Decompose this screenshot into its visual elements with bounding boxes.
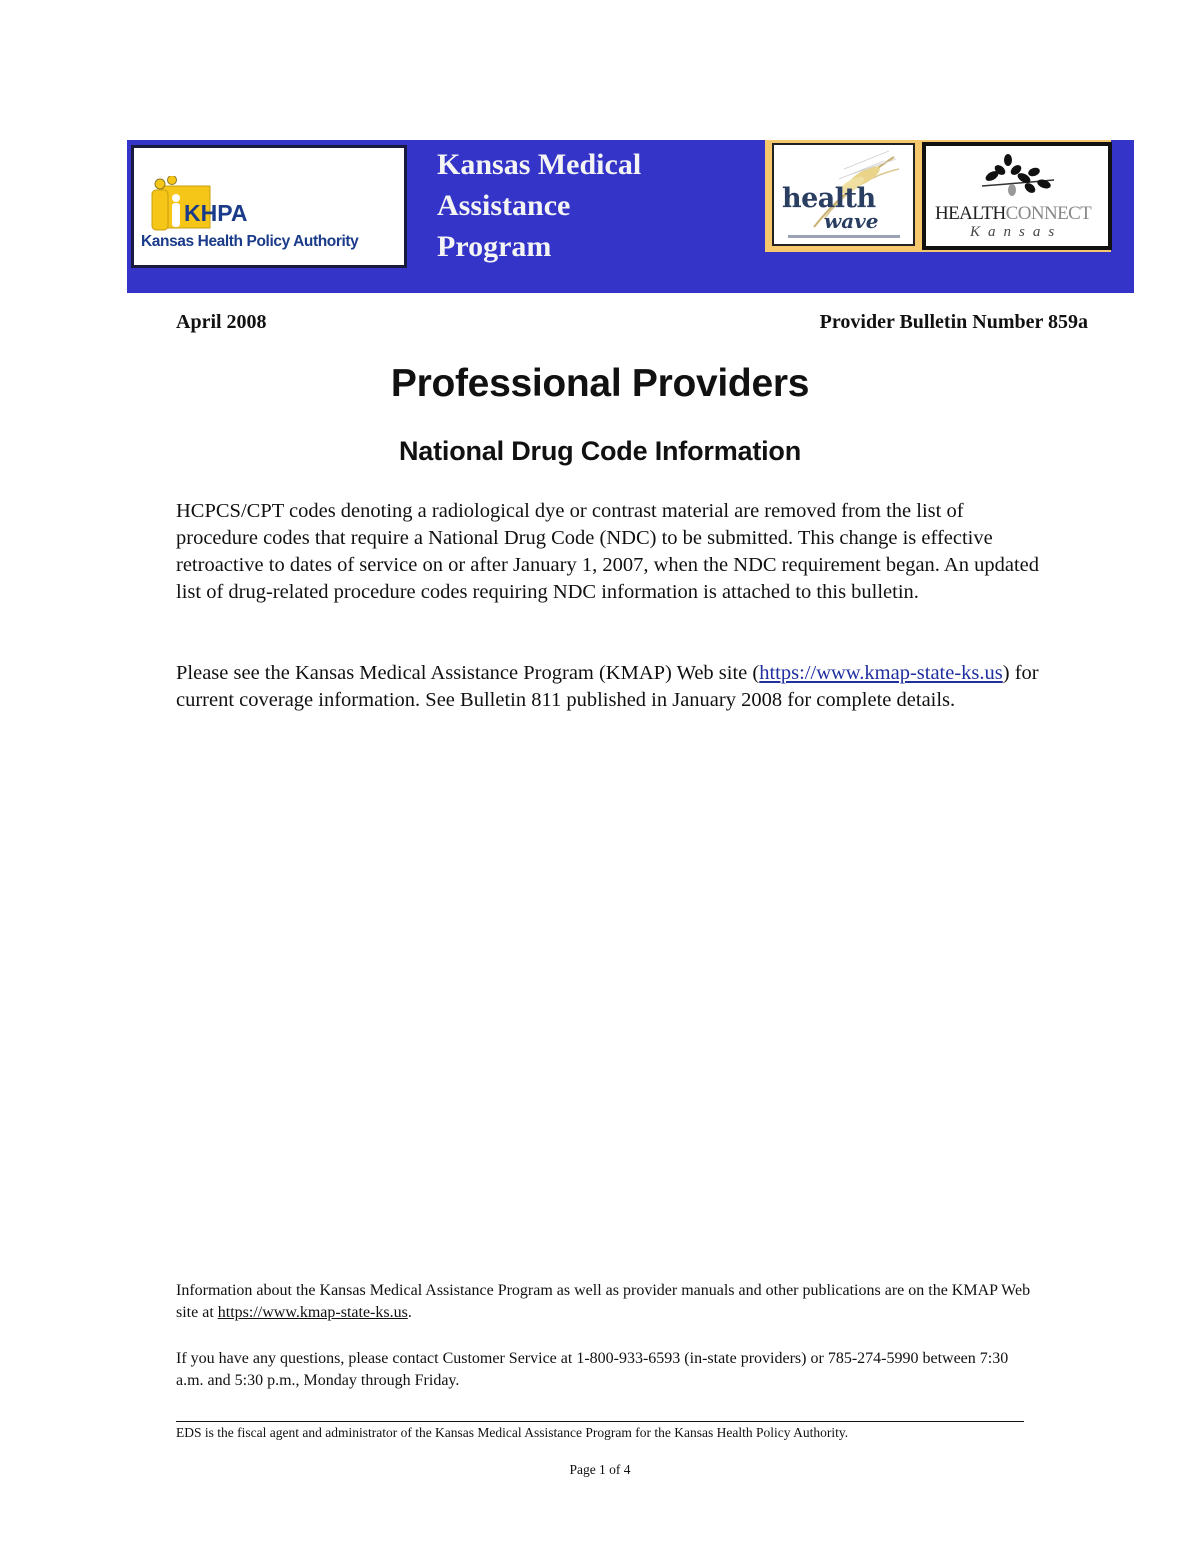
footer-info-paragraph [176, 1280, 1036, 1324]
kmap-website-link[interactable]: https://www.kmap-state-ks.us [759, 662, 1003, 684]
program-title-line: Kansas Medical [437, 148, 642, 181]
healthconnect-title [935, 203, 1091, 225]
body-paragraph-ndc-change: HCPCS/CPT codes denoting a radiological dye or contrast material are removed from the list of procedure codes that require a National Drug Code (NDC) to be submitted. This change is effective retroactive to dates of service on or after January 1, 2007, when the NDC requirement began. An updated list of drug-related procedure codes requiring NDC information is attached to this bulletin. [176, 500, 1039, 603]
khpa-full-name: Kansas Health Policy Authority [141, 233, 359, 250]
footer-kmap-website-link[interactable]: https://www.kmap-state-ks.us [217, 1304, 408, 1321]
healthconnect-subtitle: Kansas [970, 224, 1063, 240]
bulletin-number: Provider Bulletin Number 859a [819, 311, 1088, 333]
body-paragraph-kmap-site [176, 660, 1046, 714]
page-number: Page 1 of 4 [569, 1462, 631, 1477]
khpa-abbreviation: KHPA [184, 200, 248, 226]
paragraph-text: ) for current coverage information. See Bulletin 811 published in January 2008 for complete details. [176, 662, 1039, 711]
footer-text: Information about the Kansas Medical Assistance Program as well as provider manuals and other publications are on the KMAP Web site at [176, 1282, 1031, 1321]
footer-contact-paragraph: If you have any questions, please contact Customer Service at 1-800-933-6593 (in-state providers) or 785-274-5990 between 7:30 a.m. and 5:30 p.m., Monday through Friday. [176, 1350, 1009, 1389]
page-title: Professional Providers [390, 362, 810, 405]
program-title [437, 144, 641, 267]
khpa-logo [131, 145, 407, 268]
fiscal-agent-note: EDS is the fiscal agent and administrator of the Kansas Medical Assistance Program for the Kansas Health Policy Authority. [176, 1425, 849, 1440]
paragraph-text: Please see the Kansas Medical Assistance Program (KMAP) Web site ( [176, 662, 760, 684]
leaf-branch-icon [978, 154, 1058, 200]
footer-divider [176, 1421, 1024, 1422]
header-banner [127, 140, 1134, 293]
program-title-line: Program [437, 230, 552, 263]
program-title-line: Assistance [437, 189, 571, 222]
healthwave-tagline [788, 235, 900, 238]
healthconnect-title-light: CONNECT [1005, 203, 1092, 224]
healthwave-line1: health [782, 183, 876, 214]
section-title: National Drug Code Information [399, 436, 801, 466]
healthconnect-title-dark: HEALTH [935, 203, 1006, 224]
bulletin-date: April 2008 [176, 311, 267, 333]
healthwave-logo [772, 143, 915, 246]
healthwave-line2: wave [824, 209, 879, 233]
footer-text: . [407, 1304, 412, 1321]
healthconnect-logo [922, 142, 1112, 250]
